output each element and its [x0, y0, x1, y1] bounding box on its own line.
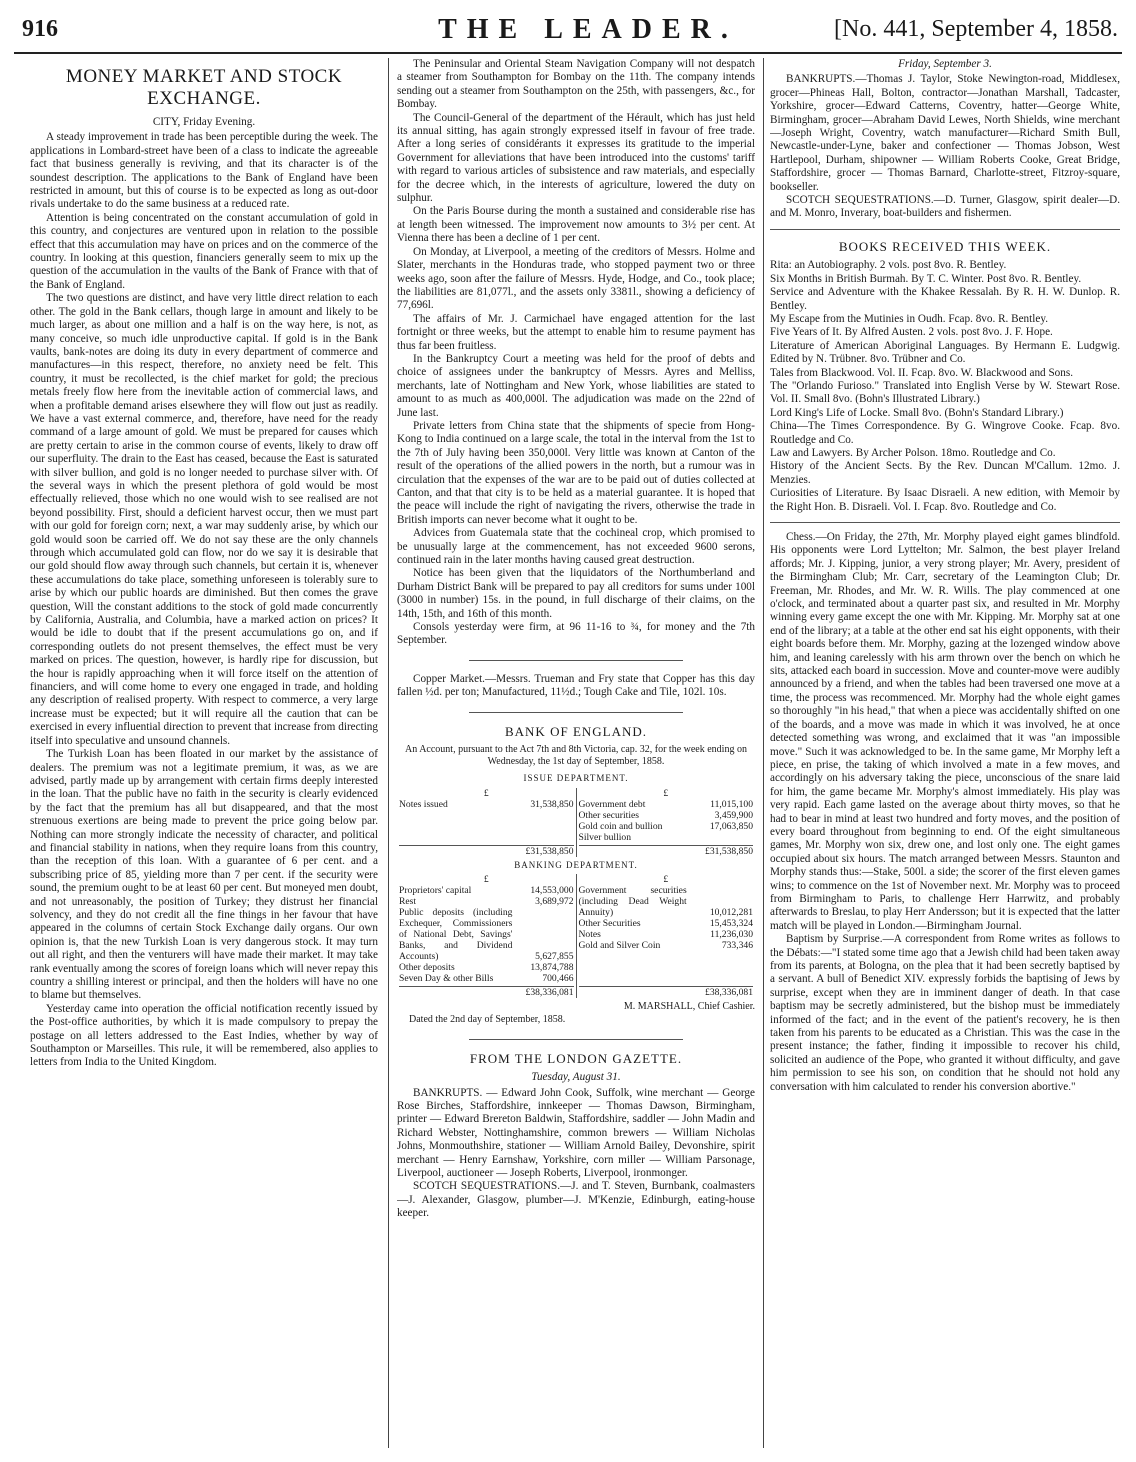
money-market-paragraph: Attention is being concentrated on the constant accumulation of gold in this country, and conjectures are ventured upon in relation to the possible effect that this accumulation may have on prices and on the commerce of the country. In looking at this question, financiers generally seem to mix up the question of the accumulation in the vaults of the Bank of France with that of the Bank of England.	[30, 211, 378, 291]
account-row	[399, 962, 574, 973]
account-row	[579, 918, 754, 929]
account-value: 700,466	[542, 972, 574, 984]
book-entry: The "Orlando Furioso." Translated into English Verse by W. Stewart Rose. Vol. II. Small 8vo. (Bohn's Illustrated Library.)	[770, 379, 1120, 406]
issue-right-total	[576, 843, 755, 857]
section-divider	[770, 229, 1120, 230]
account-label: Government debt	[578, 798, 646, 810]
money-market-dateline: CITY, Friday Evening.	[152, 116, 256, 128]
currency-symbol: £	[483, 787, 489, 799]
account-value: 11,236,030	[710, 928, 753, 940]
gazette-scotch-tuesday: SCOTCH SEQUESTRATIONS.—J. and T. Steven, Burnbank, coalmasters—J. Alexander, Glasgow, plumber—J. M'Kenzie, Edinburgh, eating-house keeper.	[397, 1180, 755, 1220]
gazette-scotch-friday: SCOTCH SEQUESTRATIONS.—D. Turner, Glasgow, spirit dealer—D. and M. Monro, Inverary, boat-builders and fishermen.	[770, 194, 1120, 220]
books-title: BOOKS RECEIVED THIS WEEK.	[838, 238, 1052, 254]
account-label: Gold coin and bullion	[578, 820, 663, 832]
news-paragraph: Consols yesterday were firm, at 96 11-16 to ¾, for money and the 7th September.	[397, 621, 755, 647]
account-value: 5,627,855	[535, 950, 574, 962]
banking-left-total	[397, 984, 576, 998]
issue-left	[397, 788, 576, 843]
account-label: Silver bullion	[578, 831, 631, 843]
issue-department-heading: ISSUE DEPARTMENT.	[523, 773, 629, 784]
account-row	[399, 799, 574, 810]
banking-department-heading: BANKING DEPARTMENT.	[514, 859, 638, 870]
account-row	[579, 885, 754, 918]
account-row	[399, 973, 574, 984]
books-list	[770, 259, 1120, 514]
baptism-article: Baptism by Surprise.—A correspondent from Rome writes as follows to the Débats:—"I stated some time ago that a Jewish child had been taken away from its parents, at Bologna, on the plea that it had been secretly baptised by a servant. A bull of Benedict XIV. expressly forbids the baptising of Jews by surprise, except when they are in imminent danger of death. In that case baptism may be secretly administered, but the bishop must be immediately informed of the fact; and in the event of the patient's recovery, he is then taken from his parents to be educated as a Christian. This was the case in the present instance; the father, finding it impossible to recover his child, solicited an audience of the Pope, who granted it without difficulty, and gave him permission to see his son, on condition that he should not hold any conversation with him calculated to render his conversion abortive."	[770, 933, 1120, 1093]
gazette-bankrupts-tuesday: BANKRUPTS. — Edward John Cook, Suffolk, wine merchant — George Rose Birches, Staffordshire, innkeeper — Thomas Dawson, Birmingham, printer — Edward Brereton Baldwin, Staffordshire, saddler — John Madin and Richard Webster, Nottinghamshire, common brewers — William Nicholas Johns, Monmouthshire, stationer — William Arnold Bailey, Devonshire, spirit merchant — Henry Earnshaw, Yorkshire, corn miller — William Parsonage, Liverpool, auctioneer — Joseph Roberts, Liverpool, ironmonger.	[397, 1086, 755, 1179]
gazette-bankrupts-friday: BANKRUPTS.—Thomas J. Taylor, Stoke Newington-road, Middlesex, grocer—Phineas Hall, Bolton, contractor—Jonathan Marshall, Tadcaster, Yorkshire, grocer—Edward Catterns, Coventry, hatter—George White, Birmingham, grocer—Abraham David Lewes, North Shields, wine merchant—Joseph Wright, Coventry, watch manufacturer—Richard Smith Bull, Newcastle-under-Lyne, baker and confectioner — Thomas Jobson, West Hartlepool, Durham, shipowner — William Roberts Cooke, Great Bridge, Staffordshire, grocer — Thomas Barnard, Charlotte-street, Fitzroy-square, bookseller.	[770, 73, 1120, 193]
account-label: Government securities (including Dead Weight Annuity)	[578, 884, 687, 918]
issue-number-date: [No. 441, September 4, 1858.	[834, 16, 1118, 42]
bank-dated: Dated the 2nd day of September, 1858.	[409, 1014, 566, 1026]
currency-symbol: £	[663, 873, 669, 885]
header-rule	[14, 52, 1122, 54]
book-entry: Tales from Blackwood. Vol. II. Fcap. 8vo. W. Blackwood and Sons.	[770, 366, 1074, 379]
account-row	[399, 896, 574, 907]
news-paragraph: The Peninsular and Oriental Steam Navigation Company will not despatch a steamer from Southampton for Bombay on the 11th. The company intends sending out a steamer from Southampton on the 25th, with passengers, &c., for Bombay.	[397, 58, 755, 111]
issue-right	[576, 788, 755, 843]
total-value: £31,538,850	[399, 845, 574, 857]
account-row	[579, 821, 754, 832]
column-1	[30, 58, 378, 1452]
news-paragraph: In the Bankruptcy Court a meeting was held for the proof of debts and choice of assignees under the bankruptcy of Messrs. Ayres and Melliss, merchants, late of Nottingham and New York, whose liabilities are stated to amount to as much as 400,000l. The adjudication was made on the 22nd of June last.	[397, 352, 755, 419]
news-paragraph: Notice has been given that the liquidators of the Northumberland and Durham District Bank will be prepared to pay all creditors for sums under 100l (3000 in number) 15s. in the pound, in full discharge of their claims, on the 14th, 15th, and 16th of this month.	[397, 567, 755, 620]
banking-right-total	[576, 984, 755, 998]
book-entry: History of the Ancient Sects. By the Rev. Duncan M'Callum. 12mo. J. Menzies.	[770, 460, 1120, 486]
page-header	[14, 10, 1122, 50]
banking-right	[576, 874, 755, 984]
account-value: 11,015,100	[710, 798, 753, 810]
bank-intro: An Account, pursuant to the Act 7th and 8th Victoria, cap. 32, for the week ending on Wednesday, the 1st day of September, 1858.	[405, 744, 747, 768]
book-entry: Law and Lawyers. By Archer Polson. 18mo. Routledge and Co.	[770, 446, 1056, 459]
news-paragraph: Private letters from China state that the shipments of specie from Hong-Kong to India continued on a large scale, the total in the interval from the 1st to the 7th of July having been 350,000l. Very little was known at Canton of the result of the operations of the allied powers in the north, but a rumour was in circulation that the expenses of the war are to be paid out of duties collected at Canton, and that that city is to be held as a material guarantee. It is hoped that the peace will include the right of navigating the rivers, otherwise the trade in British imports can never become what it ought to be.	[397, 419, 755, 526]
account-row	[579, 929, 754, 940]
money-market-paragraph: A steady improvement in trade has been perceptible during the week. The applications in Lombard-street have been of a class to indicate the agreeable fact that business generally is reviving, and that its character is of the soundest description. The applications to the Bank of England have been restricted in amount, but this of course is to be expected as long as out-door rivals undertake to do the same business at a reduced rate.	[30, 131, 378, 211]
book-entry: Lord King's Life of Locke. Small 8vo. (Bohn's Standard Library.)	[770, 406, 1064, 419]
section-divider	[469, 660, 684, 661]
account-value: 17,063,850	[709, 820, 753, 832]
book-entry: Literature of American Aboriginal Languages. By Hermann E. Ludgwig. Edited by N. Trübner. 8vo. Trübner and Co.	[770, 339, 1120, 366]
gazette-title: FROM THE LONDON GAZETTE.	[469, 1050, 683, 1066]
money-market-paragraph: Yesterday came into operation the official notification recently issued by the Post-office authorities, by which it is made compulsory to prepay the postage on all letters addressed to the East Indies, whether by way of Southampton or Marseilles. This rule, it will be remembered, also applies to letters from India to the United Kingdom.	[30, 1002, 378, 1069]
news-paragraph: The affairs of Mr. J. Carmichael have engaged attention for the last fortnight or three weeks, but the attempt to enable him to resume payment has thus far been fruitless.	[397, 312, 755, 352]
total-value: £38,336,081	[399, 986, 574, 998]
account-label: Other securities	[578, 809, 639, 821]
issue-left-total	[397, 843, 576, 857]
total-value: £38,336,081	[579, 986, 754, 998]
money-market-title: MONEY MARKET AND STOCK EXCHANGE.	[65, 66, 343, 109]
account-value: 3,459,900	[714, 809, 753, 821]
account-value: 15,453,324	[709, 917, 753, 929]
account-label: Seven Day & other Bills	[399, 972, 494, 984]
currency-symbol: £	[483, 873, 489, 885]
news-paragraph: The Council-General of the department of the Hérault, which has just held its annual sitting, has again strongly expressed itself in favour of free trade. After a long series of considérants it expresses its gratitude to the imperial Government for alleviations that have been introduced into the customs' tariff with regard to various articles of subsistence and raw materials, and especially for the decree which, in the interests of agriculture, lowered the duty on sulphur.	[397, 111, 755, 205]
total-value: £31,538,850	[579, 845, 754, 857]
account-label: Other Securities	[578, 917, 641, 929]
account-value: 31,538,850	[530, 798, 574, 810]
book-entry: Five Years of It. By Alfred Austen. 2 vols. post 8vo. J. F. Hope.	[770, 326, 1053, 339]
section-divider	[770, 522, 1120, 523]
section-divider	[469, 712, 684, 713]
column-rule-1	[388, 58, 389, 1448]
account-value: 3,689,972	[535, 895, 574, 907]
account-value: 13,874,788	[530, 961, 574, 973]
issue-department-table	[397, 788, 755, 857]
news-paragraph: On Monday, at Liverpool, a meeting of the creditors of Messrs. Holme and Slater, merchants in the Honduras trade, who stopped payment two or three weeks ago, soon after the failure of Messrs. Hyde, Hodge, and Co., took place; the liabilities are 81,077l., and the assets only 3381l., showing a deficiency of 77,696l.	[397, 245, 755, 312]
account-label: Notes issued	[399, 798, 448, 810]
chess-article: Chess.—On Friday, the 27th, Mr. Morphy played eight games blindfold. His opponents were Lord Lyttelton; Mr. Salmon, the best player Ireland affords; Mr. J. Kipping, junior, a very strong player; Mr. Avery, president of the Birmingham Club; Mr. Carr, secretary of the Leamington Club; Dr. Freeman, Mr. Rhodes, and Mr. W. R. Wills. The play commenced at one o'clock, and terminated about a quarter past six, and resulted in Mr. Morphy winning every game except the one with Mr. Kipping. Mr. Morphy sat at one end of the library; at a table at the other end sat his eight opponents, with their eight boards before them. Mr. Morphy, gazing at the lozenged window above him, and leaning carelessly with his arm thrown over the bench on which he sits, attacked each board in succession. Move and counter-move were audibly announced by a friend, and when the tables had been traversed one move at a time, the process was recommenced. Mr. Morphy had the whole eight games so thoroughly "in his head," that when a piece was accidentally shifted on one of the boards, and a move was made in which it was involved, he at once detected something was wrong, and exclaimed that it was "an impossible move." Such it was acknowledged to be. In the same game, Mr Morphy left a piece, en prise, the taking of which involved a mate in a few moves, and accordingly on his adversary taking the piece, unconscious of the snare laid for him, the game became Mr. Morphy's almost immediately. His play was very rapid. Each game lasted on the average about thirty moves, so that he had to bear in mind at least two hundred and forty moves, and the position of every board throughout from beginning to end. Of the eight simultaneous games, Mr. Morphy won six, drew one, and lost only one. The eight games occupied about six hours. The match arranged between Messrs. Staunton and Morphy stands thus:—Stake, 500l. a side; the scorer of the first eleven games wins; to commence on the 1st of November next. Mr. Morphy was to proceed from Birmingham to Paris, to challenge Herr Harrwitz, and probably afterwards to Breslau, to play Herr Andersson; but it is expected that the latter match will be played in London.—Birmingham Journal.	[770, 531, 1120, 932]
account-value: 10,012,281	[709, 906, 753, 918]
book-entry: China—The Times Correspondence. By G. Wingrove Cooke. Fcap. 8vo. Routledge and Co.	[770, 420, 1120, 446]
account-row	[399, 885, 574, 896]
page-number: 916	[22, 16, 58, 42]
account-label: Notes	[578, 928, 601, 940]
money-market-paragraph: The Turkish Loan has been floated in our market by the assistance of dealers. The premium was not a legitimate premium, it was, as we are advised, partly made up by arrangement with certain firms deeply interested in the loan. That the public have no faith in the security is clearly evidenced by the fact that the premium has all but disappeared, and that the most strenuous exertions are being made to prevent the price going below par. Nothing can more strongly indicate the necessity of character, and political and financial stability in nations, when they require loans from this country, than the reception of this loan. With a guarantee of 6 per cent. and a subscribing price of 85, yielding more than 7 per cent. if the security were sound, the premium ought to be at least 60 per cent. But moneyed men doubt, and not unreasonably, the position of Turkey; they distrust her financial solvency, and they do not credit all the fine things in her favour that have appeared in the columns of certain Stock Exchange daily organs. Our own opinion is, that the new Turkish Loan is very dangerous stock. It may turn out all right, and then the venturers will have made their market. It may take rank eventually among the scores of foreign loans which will never repay this country a shilling interest or principal, and then the holders will have no one to blame but themselves.	[30, 748, 378, 1002]
column-rule-2	[763, 58, 764, 1448]
column-2	[397, 58, 755, 1452]
account-label: Public deposits (including Exchequer, Commissioners of National Debt, Savings' Banks, and Dividend Accounts)	[399, 906, 513, 962]
account-label: Gold and Silver Coin	[578, 939, 661, 951]
banking-department-table	[397, 874, 755, 998]
account-label: Other deposits	[399, 961, 455, 973]
paper-title: THE LEADER.	[438, 14, 738, 45]
book-entry: My Escape from the Mutinies in Oudh. Fcap. 8vo. R. Bentley.	[770, 312, 1048, 325]
gazette-friday-dateline: Friday, September 3.	[898, 58, 992, 70]
copper-market: Copper Market.—Messrs. Trueman and Fry state that Copper has this day fallen ½d. per ton; Manufactured, 11½d.; Tough Cake and Tile, 102l. 10s.	[397, 672, 755, 699]
account-row	[579, 810, 754, 821]
section-divider	[469, 1039, 684, 1040]
column-3	[770, 58, 1120, 1452]
gazette-tuesday-dateline: Tuesday, August 31.	[531, 1071, 621, 1084]
book-entry: Service and Adventure with the Khakee Ressalah. By R. H. W. Dunlop. R. Bentley.	[770, 286, 1120, 312]
account-row	[399, 907, 574, 962]
banking-left	[397, 874, 576, 984]
book-entry: Six Months in British Burmah. By T. C. Winter. Post 8vo. R. Bentley.	[770, 272, 1082, 285]
account-value: 14,553,000	[530, 884, 574, 896]
book-entry: Rita: an Autobiography. 2 vols. post 8vo. R. Bentley.	[770, 259, 1007, 272]
account-value: 733,346	[721, 939, 753, 951]
news-paragraph: On the Paris Bourse during the month a sustained and considerable rise has at length been witnessed. The improvement now amounts to 3½ per cent. At Vienna there has been a decline of 1 per cent.	[397, 205, 755, 245]
news-paragraph: Advices from Guatemala state that the cochineal crop, which promised to be unusually large at the commencement, has not exceeded 9600 serons, continued rain in the later months having caused great destruction.	[397, 527, 755, 567]
money-market-paragraph: The two questions are distinct, and have very little direct relation to each other. The gold in the Bank cellars, though large in amount and likely to be much larger, as about one million and a half is on the way here, is not, as many conceive, so much idle unproductive capital. If gold is in the Bank vaults, bank-notes are doing its duty in every department of commerce and manufactures—in this respect, therefore, no anxiety need be felt. This country, it must be recollected, is the chief market for gold; the precious metals freely flow here from the inevitable action of commercial laws, and when a profitable demand arises elsewhere they will flow out just as readily. We have a vast external commerce, and, therefore, have need for the ready command of a large amount of gold. We must be prepared for causes which are pretty certain to arise in the common course of events, likely to draw off our superfluity. The drain to the East has ceased, because the East is saturated with silver bullion, and gold is no longer needed to purchase silver with. Of the several ways in which the present plethora of gold would be most effectually relieved, those which no one would wish to see realised are not beyond possibility. First, should a deficient harvest occur, then we must part with our gold for foreign corn; next, a war may suddenly arise, by which our gold would soon be carried off. We do not say these are the only channels through which accumulated gold can flow, nor do we say it is desirable that our gold should flow away through such channels, but certain it is, whenever these accumulations do take place, something unforeseen is tolerably sure to arise by which our public hoards are diminished. But then comes the grave question, Will the constant additions to the stock of gold made concurrently by California, Australia, and Columbia, have a marked action on prices? It would be idle to doubt that if the present accumulations go on, and if corresponding outlets do not present themselves, the effect must be very marked on prices. The question, however, is hardly ripe for discussion, but the hour is rapidly approaching when it will force itself on the attention of financiers, and will come home to every one engaged in trade, and holding any description of realised property. With respect to commerce, a very large increase must be expected; but it will require all the caution that can be exercised in every influential direction to prevent that increase from directing itself into speculative and unsound channels.	[30, 292, 378, 747]
account-row	[579, 940, 754, 951]
bank-title: BANK OF ENGLAND.	[504, 723, 648, 739]
currency-symbol: £	[663, 787, 669, 799]
book-entry: Curiosities of Literature. By Isaac Disraeli. A new edition, with Memoir by the Right Hon. B. Disraeli. Vol. I. Fcap. 8vo. Routledge and Co.	[770, 487, 1120, 513]
account-label: Rest	[399, 895, 417, 907]
account-row	[579, 832, 754, 843]
bank-signature: M. MARSHALL, Chief Cashier.	[623, 1000, 755, 1012]
account-row	[579, 799, 754, 810]
account-label: Proprietors' capital	[399, 884, 472, 896]
